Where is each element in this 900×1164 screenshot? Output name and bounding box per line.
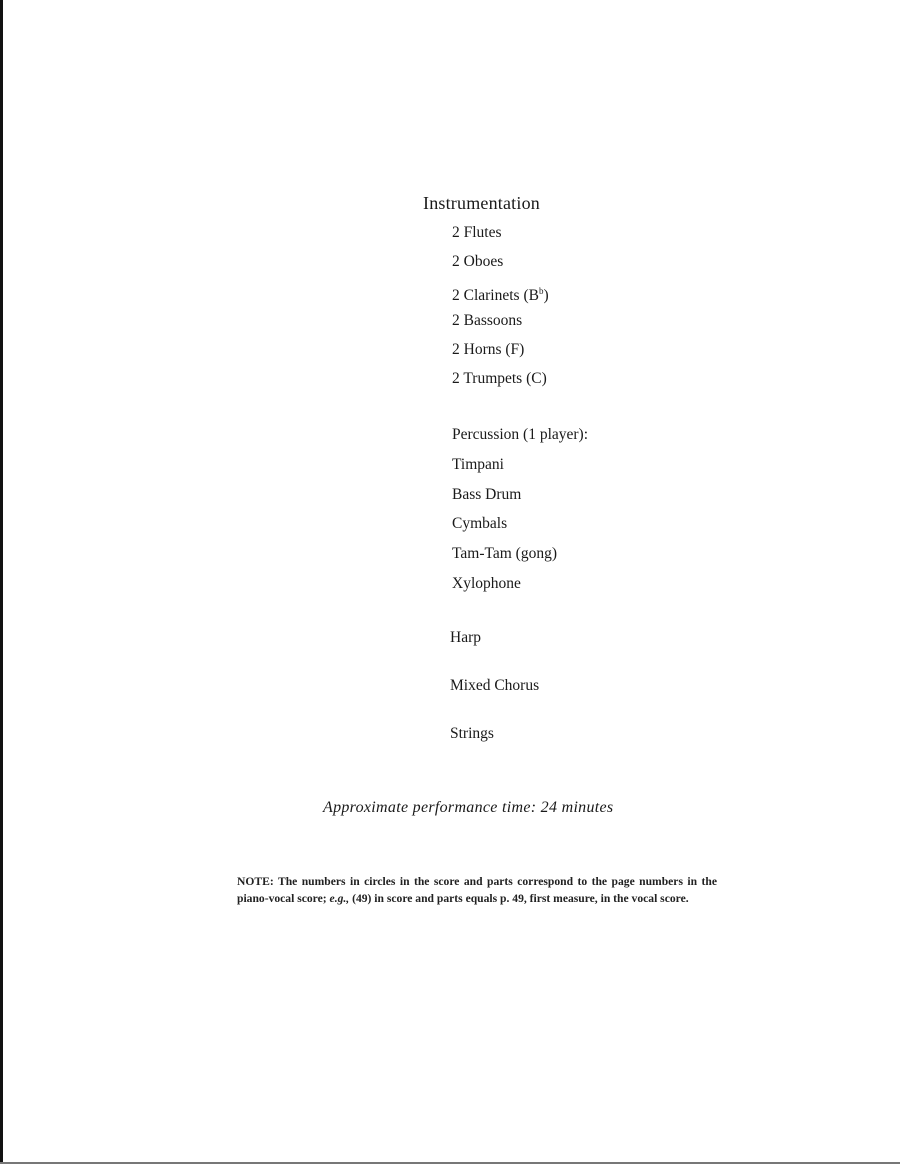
instrument-key: (C)	[526, 370, 547, 388]
list-item-bass-drum: Bass Drum	[452, 485, 522, 503]
percussion-list	[452, 420, 588, 599]
list-item-timpani: Timpani	[452, 455, 504, 473]
page-left-edge	[0, 0, 3, 1164]
instrument-key: (B	[523, 286, 539, 304]
chorus-label: Mixed Chorus	[450, 677, 540, 694]
list-item-trumpets	[452, 364, 549, 393]
list-item-bassoons	[452, 306, 549, 335]
count: 2	[452, 224, 460, 241]
percussion-header: Percussion (1 player):	[452, 426, 589, 443]
count: 2	[452, 311, 460, 329]
instrument-name: Horns	[463, 341, 502, 359]
list-item-oboes	[452, 247, 549, 276]
list-item-xylophone: Xylophone	[452, 574, 521, 592]
count: 2	[452, 286, 460, 304]
harp-label: Harp	[450, 629, 481, 646]
note-eg: e.g.,	[329, 892, 350, 905]
instrument-name: Flutes	[463, 224, 502, 241]
list-item-horns	[452, 335, 549, 364]
instrument-name: Clarinets	[463, 286, 520, 304]
instrument-key-end: )	[543, 286, 549, 304]
list-item-flutes	[452, 218, 549, 247]
instrumentation-heading: Instrumentation	[423, 193, 540, 213]
strings-label: Strings	[450, 725, 494, 742]
count: 2	[452, 253, 460, 271]
instrument-name: Bassoons	[463, 311, 523, 329]
instrument-name: Oboes	[463, 253, 504, 271]
list-item-cymbals: Cymbals	[452, 515, 508, 533]
list-item-tam-tam: Tam-Tam (gong)	[452, 545, 558, 563]
instrument-name: Trumpets	[463, 370, 523, 388]
instrument-key: (F)	[505, 341, 525, 359]
list-item-clarinets	[452, 277, 549, 306]
count: 2	[452, 341, 460, 359]
performance-time: Approximate performance time: 24 minutes	[323, 799, 614, 816]
flat-sign: b	[538, 285, 544, 296]
note-part2: (49) in score and parts equals p. 49, first measure, in the vocal score.	[352, 892, 689, 905]
note-paragraph	[237, 873, 717, 907]
count: 2	[452, 370, 460, 388]
note-part1: NOTE: The numbers in circles in the score and parts correspond to the page numbers in the piano-vocal score;	[237, 875, 717, 905]
winds-list	[452, 218, 549, 394]
